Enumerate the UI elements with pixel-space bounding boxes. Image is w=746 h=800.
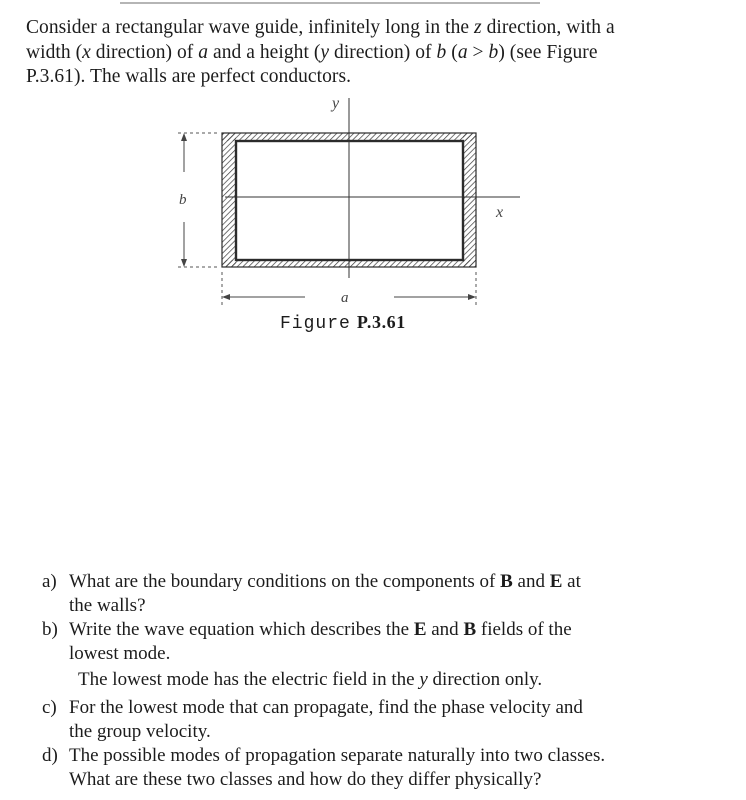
wall-top	[222, 133, 476, 141]
width-dimension	[222, 272, 476, 306]
problem-intro	[26, 16, 676, 90]
question-d: d) The possible modes of propagation separate naturally into two classes. What are these two classes and how do they differ physically?	[42, 745, 606, 790]
figure-caption-number: P.3.61	[356, 312, 406, 332]
figure-caption	[280, 312, 406, 334]
wall-bottom	[222, 260, 476, 267]
outer-border	[222, 133, 476, 267]
width-label-a: a	[341, 290, 349, 306]
height-label-b: b	[179, 192, 187, 208]
figure-caption-word: Figure	[280, 314, 351, 334]
question-list	[42, 570, 668, 792]
question-b: b) Write the wave equation which describes the E and B fields of the lowest mode.	[42, 619, 572, 664]
question-a: a) What are the boundary conditions on the components of B and E at the walls?	[42, 571, 581, 616]
intro-line-1: Consider a rectangular wave guide, infinitely long in the z direction, with a	[26, 17, 615, 38]
x-axis-label: x	[496, 204, 504, 221]
height-dimension	[178, 133, 220, 267]
cropped-header-edge	[120, 0, 540, 4]
inner-border	[236, 141, 463, 260]
conductor-walls	[222, 133, 476, 267]
question-marker: a)	[42, 571, 57, 592]
question-marker: d)	[42, 745, 58, 766]
wall-right	[463, 133, 476, 267]
intro-line-3: P.3.61). The walls are perfect conductors.	[26, 66, 352, 87]
y-axis-label: y	[332, 95, 340, 112]
lowest-mode-note: The lowest mode has the electric field in the y direction only.	[78, 669, 543, 690]
intro-line-2: width (x direction) of a and a height (y direction) of b (a > b) (see Figure	[26, 41, 598, 63]
wall-left	[222, 133, 236, 267]
question-c: c) For the lowest mode that can propagate, find the phase velocity and the group velocity.	[42, 697, 583, 742]
question-marker: c)	[42, 697, 57, 718]
question-marker: b)	[42, 619, 58, 640]
